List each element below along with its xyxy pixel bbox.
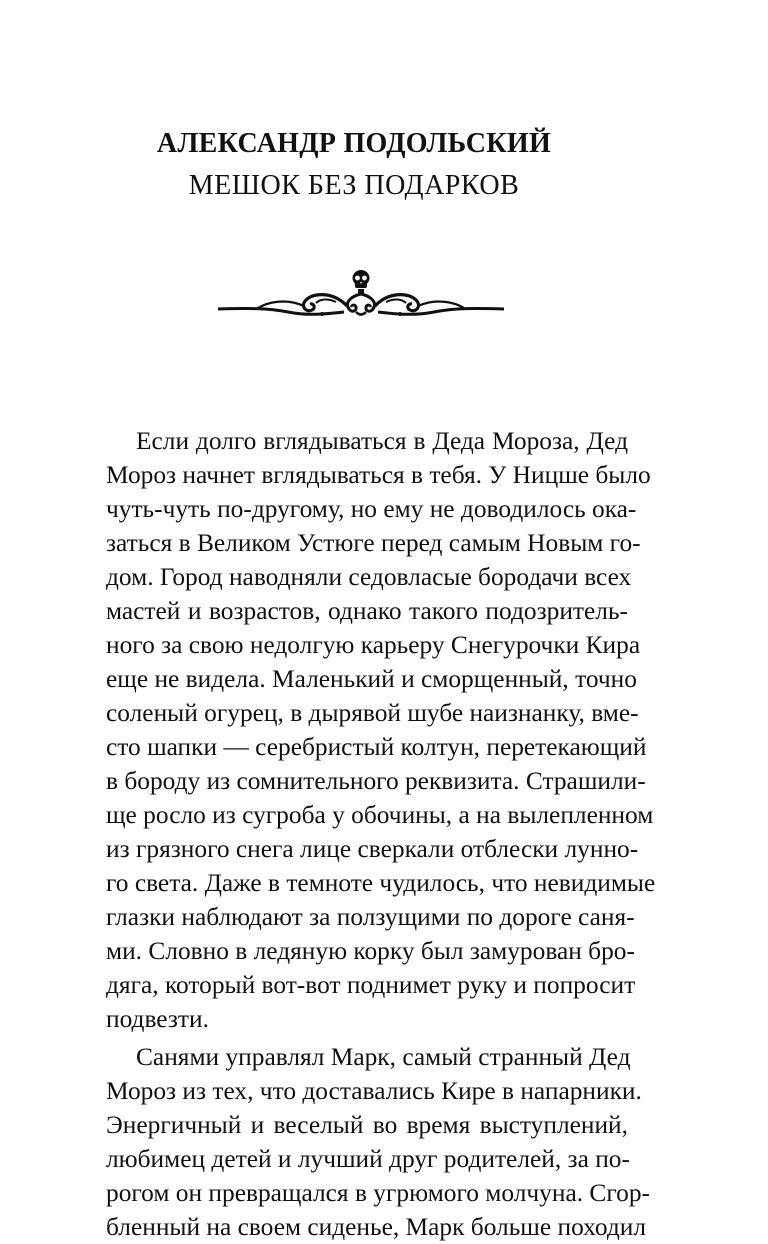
text-line: любимец детей и лучший друг родителей, за по- bbox=[106, 1145, 630, 1173]
text-line: дом. Город наводняли седовласые бородачи всех bbox=[106, 563, 632, 591]
text-line: соленый огурец, в дырявой шубе наизнанку, вме- bbox=[106, 699, 639, 727]
text-line: Санями управлял Марк, самый странный Дед bbox=[136, 1043, 631, 1071]
text-line: ми. Словно в ледяную корку был замурован бро- bbox=[106, 937, 635, 965]
text-line: мастей и возрастов, однако такого подозритель- bbox=[106, 597, 628, 625]
text-line: в бороду из сомнительного реквизита. Страшили- bbox=[106, 767, 646, 795]
story-title: МЕШОК БЕЗ ПОДАРКОВ bbox=[188, 170, 520, 201]
text-line: чуть-чуть по-другому, но ему не доводилось ока- bbox=[106, 495, 637, 523]
text-line: еще не видела. Маленький и сморщенный, точно bbox=[106, 665, 637, 693]
text-line: из грязного снега лице сверкали отблески лунно- bbox=[106, 835, 639, 863]
author-name: АЛЕКСАНДР ПОДОЛЬСКИЙ bbox=[156, 128, 552, 159]
skull-flourish-ornament-icon bbox=[216, 268, 506, 324]
text-line: дяга, который вот-вот поднимет руку и попросит bbox=[106, 971, 636, 999]
text-line: Мороз из тех, что доставались Кире в напарники. bbox=[106, 1077, 642, 1105]
text-line: Энергичный и веселый во время выступлений, bbox=[106, 1111, 628, 1139]
text-line: Если долго вглядываться в Деда Мороза, Дед bbox=[136, 427, 628, 455]
text-line: подвезти. bbox=[106, 1005, 209, 1033]
story-body bbox=[106, 424, 656, 1244]
text-line: бленный на своем сиденье, Марк больше походил bbox=[106, 1213, 646, 1241]
skull-icon bbox=[353, 270, 370, 294]
text-line: Мороз начнет вглядываться в тебя. У Ницше было bbox=[106, 461, 651, 489]
text-line: сто шапки — серебристый колтун, перетекающий bbox=[106, 733, 647, 761]
text-line: рогом он превращался в угрюмого молчуна. Сгор- bbox=[106, 1179, 650, 1207]
paragraph bbox=[106, 1040, 650, 1244]
text-line: глазки наблюдают за ползущими по дороге саня- bbox=[106, 903, 635, 931]
text-line: го света. Даже в темноте чудилось, что невидимые bbox=[106, 869, 656, 897]
text-line: ного за свою недолгую карьеру Снегурочки Кира bbox=[106, 631, 641, 659]
text-line: заться в Великом Устюге перед самым Новым го- bbox=[106, 529, 641, 557]
paragraph bbox=[106, 424, 656, 1036]
text-line: ще росло из сугроба у обочины, а на вылепленном bbox=[106, 801, 654, 829]
